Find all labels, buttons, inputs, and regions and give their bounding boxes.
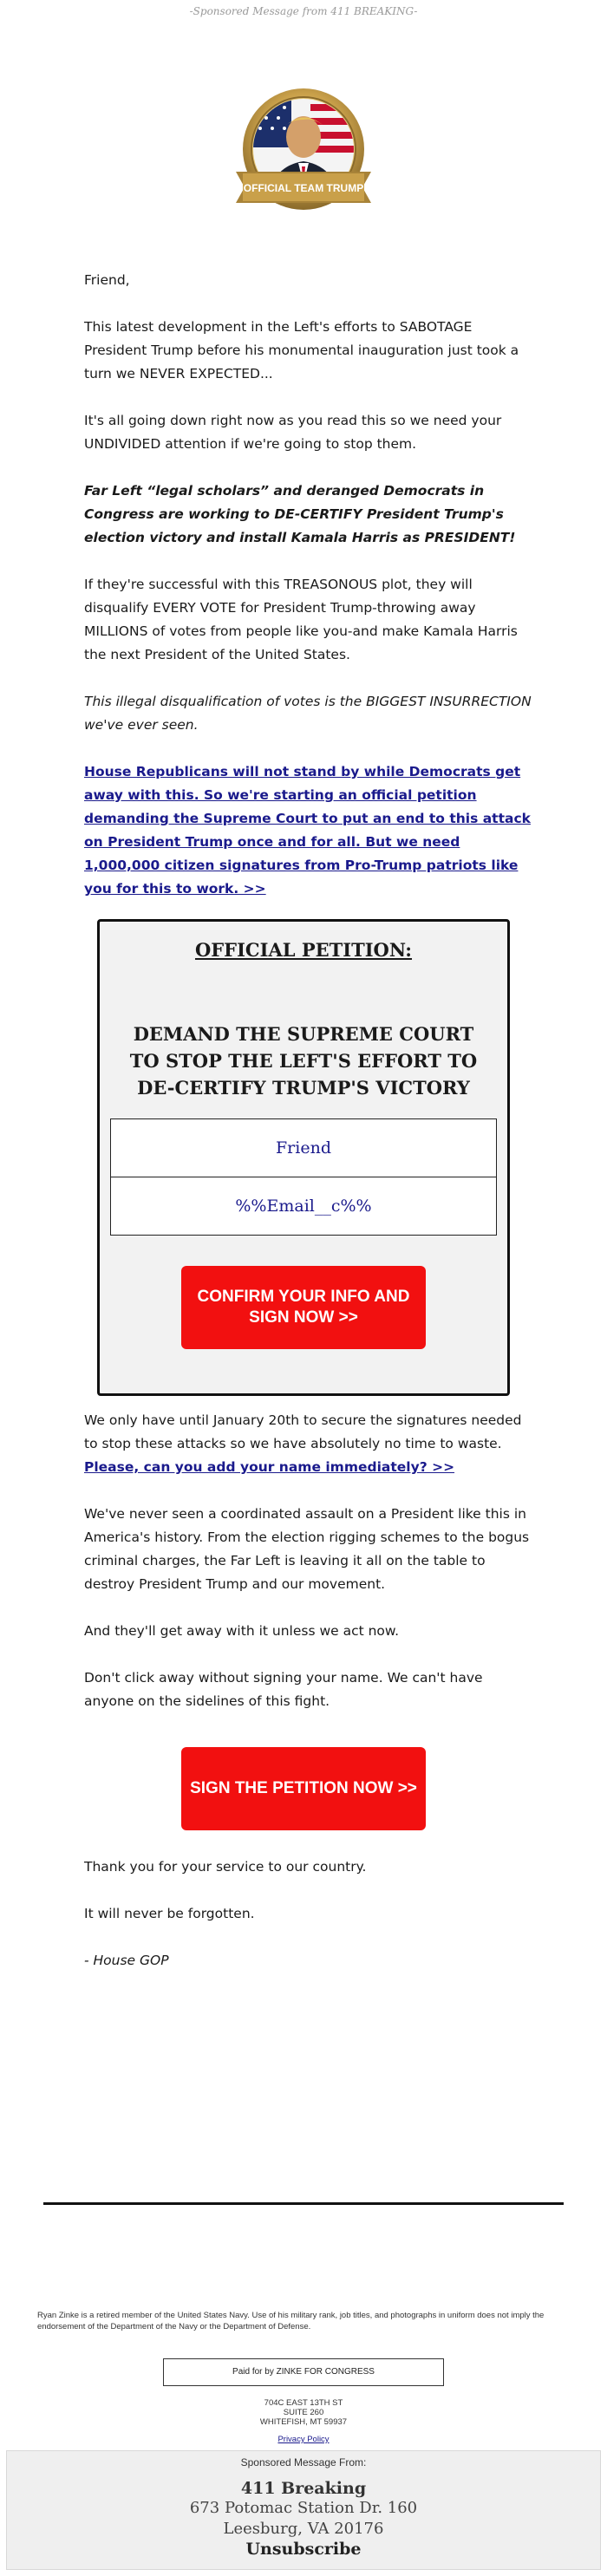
divider — [43, 2202, 564, 2205]
petition-box — [97, 919, 510, 1396]
privacy-row — [0, 2435, 607, 2444]
signature: - House GOP — [84, 1953, 169, 1968]
thank-you-text: Thank you for your service to our country. — [84, 1859, 367, 1875]
greeting: Friend, — [84, 272, 130, 288]
petition-headline: DEMAND THE SUPREME COURT TO STOP THE LEFT'S EFFORT TO DE-CERTIFY TRUMP'S VICTORY — [129, 1023, 478, 1099]
act-now-paragraph: And they'll get away with it unless we act now. — [84, 1623, 400, 1639]
petition-title: OFFICIAL PETITION: — [194, 939, 413, 961]
sign-petition-button[interactable]: SIGN THE PETITION NOW >> — [181, 1747, 426, 1830]
paragraph-1: This latest development in the Left's efforts to SABOTAGE President Trump before his monumental inauguration just took a turn we NEVER EXPECTED... — [84, 319, 519, 382]
paragraph-2: It's all going down right now as you read this so we need your UNDIVIDED attention if we're going to stop them. — [84, 413, 502, 452]
footer-address-line-1: 673 Potomac Station Dr. 160 — [189, 2499, 418, 2517]
petition-link[interactable]: House Republicans will not stand by while Democrats get away with this. So we're starting an official petition demanding the Supreme Court to put an end to this attack on President Trump once and for all. But we need 1,000,000 citizen signatures from Pro-Trump patriots like you for this to work. >> — [84, 764, 531, 897]
email-field[interactable]: %%Email__c%% — [110, 1177, 497, 1236]
address-line-1: 704C EAST 13TH ST — [264, 2398, 343, 2408]
confirm-sign-button[interactable]: CONFIRM YOUR INFO AND SIGN NOW >> — [181, 1266, 426, 1349]
paragraph-5: This illegal disqualification of votes is the BIGGEST INSURRECTION we've ever seen. — [84, 694, 532, 733]
footer-sponsored-label: Sponsored Message From: — [240, 2456, 367, 2468]
sign-name-paragraph: Don't click away without signing your name. We can't have anyone on the sidelines of this fight. — [84, 1670, 483, 1709]
team-trump-badge-icon — [224, 87, 383, 230]
privacy-policy-link[interactable]: Privacy Policy — [277, 2435, 330, 2444]
campaign-address — [0, 2398, 607, 2427]
name-field[interactable]: Friend — [110, 1118, 497, 1177]
paid-for-box: Paid for by ZINKE FOR CONGRESS — [163, 2358, 444, 2386]
closing — [84, 1855, 535, 1996]
never-forgotten-text: It will never be forgotten. — [84, 1906, 255, 1921]
footer-address-line-2: Leesburg, VA 20176 — [223, 2520, 384, 2538]
paragraph-4: If they're successful with this TREASONOUS plot, they will disqualify EVERY VOTE for President Trump-throwing away MILLIONS of votes from people like you-and make Kamala Harris the next President of the United States. — [84, 577, 518, 662]
email-body — [84, 269, 535, 924]
add-name-link[interactable]: Please, can you add your name immediately? >> — [84, 1459, 455, 1475]
legal-disclaimer: Ryan Zinke is a retired member of the United States Navy. Use of his military rank, job titles, and photographs in uniform does not imply the endorsement of the Department of the Navy or the Department of Defense. — [37, 2311, 545, 2331]
address-line-2: SUITE 260 — [283, 2408, 324, 2417]
logo-text: OFFICIAL TEAM TRUMP — [243, 182, 364, 194]
deadline-text: We only have until January 20th to secure the signatures needed to stop these attacks so we have absolutely no time to waste. — [84, 1412, 522, 1451]
sponsored-header: -Sponsored Message from 411 BREAKING- — [189, 5, 418, 17]
unsubscribe-link[interactable]: Unsubscribe — [245, 2540, 362, 2559]
footer-sponsor-name: 411 Breaking — [240, 2479, 367, 2498]
deadline-paragraph — [84, 1409, 535, 1479]
sponsor-footer — [6, 2450, 601, 2570]
team-trump-logo — [224, 87, 383, 230]
address-line-3: WHITEFISH, MT 59937 — [259, 2417, 348, 2427]
paragraph-3: Far Left “legal scholars” and deranged Democrats in Congress are working to DE-CERTIFY President Trump's election victory and install Kamala Harris as PRESIDENT! — [84, 483, 516, 545]
email-body-2 — [84, 1409, 535, 1737]
assault-paragraph: We've never seen a coordinated assault on a President like this in America's history. From the election rigging schemes to the bogus criminal charges, the Far Left is leaving it all on the table to destroy President Trump and our movement. — [84, 1506, 530, 1592]
